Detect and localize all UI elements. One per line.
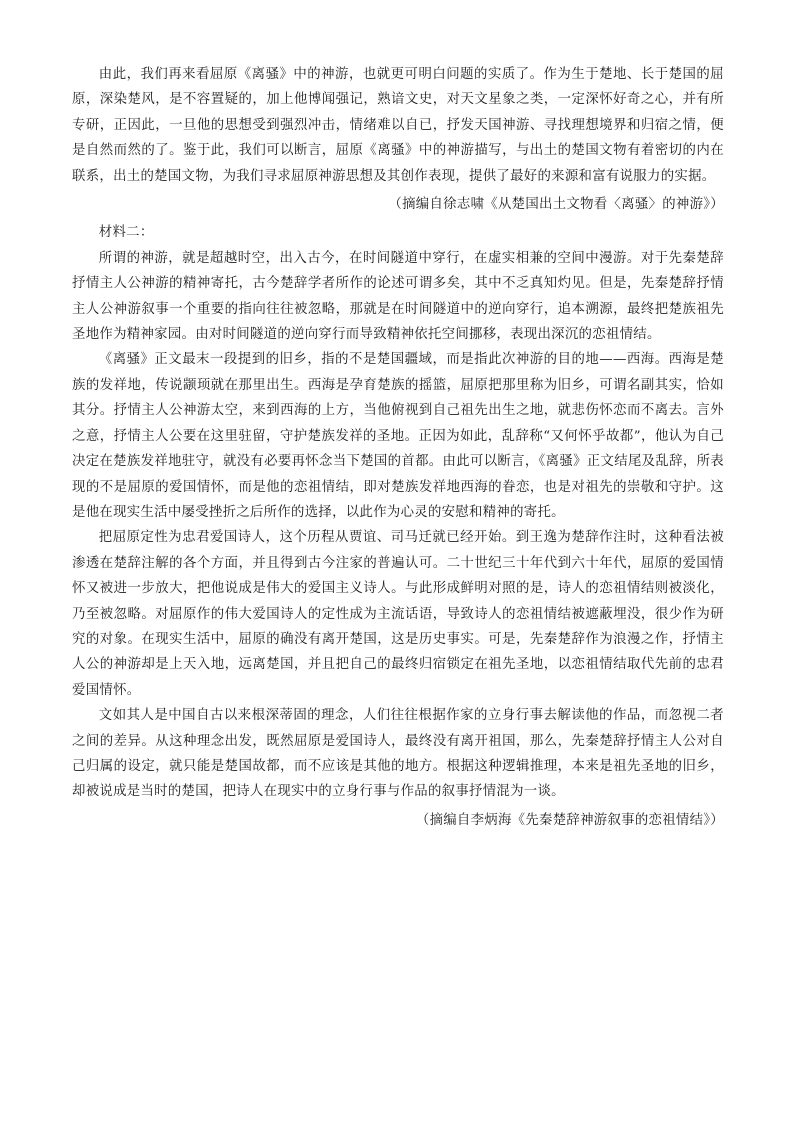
material1-source: （摘编自徐志啸《从楚国出土文物看〈离骚〉的神游》）	[388, 197, 724, 213]
material2-paragraph-1: 所谓的神游，就是超越时空，出入古今，在时间隧道中穿行，在虚实相兼的空间中漫游。对于先秦楚辞抒情主人公神游的精神寄托，古今楚辞学者所作的论述可谓多矣，其中不乏真知灼见。但是，先秦楚辞抒情主人公神游叙事一个重要的指向往往被忽略，那就是在时间隧道中的逆向穿行，追本溯源，最终把楚族祖先圣地作为精神家园。由对时间隧道的逆向穿行而导致精神依托空间挪移，表现出深沉的恋祖情结。	[72, 250, 724, 343]
material2-paragraph-3: 把屈原定性为忠君爱国诗人，这个历程从贾谊、司马迁就已经开始。到王逸为楚辞作注时，这种看法被渗透在楚辞注解的各个方面，并且得到古今注家的普遍认可。二十世纪三十年代到六十年代，屈原的爱国情怀又被进一步放大，把他说成是伟大的爱国主义诗人。与此形成鲜明对照的是，诗人的恋祖情结则被淡化，乃至被忽略。对屈原作的伟大爱国诗人的定性成为主流话语，导致诗人的恋祖情结被遮蔽埋没，很少作为研究的对象。在现实生活中，屈原的确没有离开楚国，这是历史事实。可是，先秦楚辞作为浪漫之作，抒情主人公的神游却是上天入地，远离楚国，并且把自己的最终归宿锁定在祖先圣地，以恋祖情结取代先前的忠君爱国情怀。	[72, 530, 724, 698]
material1-paragraph-1: 由此，我们再来看屈原《离骚》中的神游，也就更可明白问题的实质了。作为生于楚地、长于楚国的屈原，深染楚风，是不容置疑的，加上他博闻强记，熟谙文史，对天文星象之类，一定深怀好奇之心，并有所专研，正因此，一旦他的思想受到强烈冲击，情绪难以自已，抒发天国神游、寻找理想境界和归宿之情，便是自然而然的了。鉴于此，我们可以断言，屈原《离骚》中的神游描写，与出土的楚国文物有着密切的内在联系，出土的楚国文物，为我们寻求屈原神游思想及其创作表现，提供了最好的来源和富有说服力的实据。	[72, 67, 724, 184]
material2-heading: 材料二：	[98, 225, 154, 241]
document-page	[72, 62, 724, 833]
material2-paragraph-2: 《离骚》正文最末一段提到的旧乡，指的不是楚国疆域，而是指此次神游的目的地——西海。西海是楚族的发祥地，传说颛顼就在那里出生。西海是孕育楚族的摇篮，屈原把那里称为旧乡，可谓名副其实，恰如其分。抒情主人公神游太空，来到西海的上方，当他俯视到自己祖先出生之地，就悲伤怀恋而不离去。言外之意，抒情主人公要在这里驻留，守护楚族发祥的圣地。正因为如此，乱辞称“又何怀乎故都”，他认为自己决定在楚族发祥地驻守，就没有必要再怀念当下楚国的首都。由此可以断言，《离骚》正文结尾及乱辞，所表现的不是屈原的爱国情怀，而是他的恋祖情结，即对楚族发祥地西海的眷恋，也是对祖先的崇敬和守护。这是他在现实生活中屡受挫折之后所作的选择，以此作为心灵的安慰和精神的寄托。	[72, 352, 724, 520]
material2-paragraph-4: 文如其人是中国自古以来根深蒂固的理念，人们往往根据作家的立身行事去解读他的作品，而忽视二者之间的差异。从这种理念出发，既然屈原是爱国诗人，最终没有离开祖国，那么，先秦楚辞抒情主人公对自己归属的设定，就只能是楚国故都，而不应该是其他的地方。根据这种逻辑推理，本来是祖先圣地的旧乡，却被说成是当时的楚国，把诗人在现实中的立身行事与作品的叙事抒情混为一谈。	[72, 708, 724, 800]
material2-source: （摘编自李炳海《先秦楚辞神游叙事的恋祖情结》）	[415, 812, 724, 828]
